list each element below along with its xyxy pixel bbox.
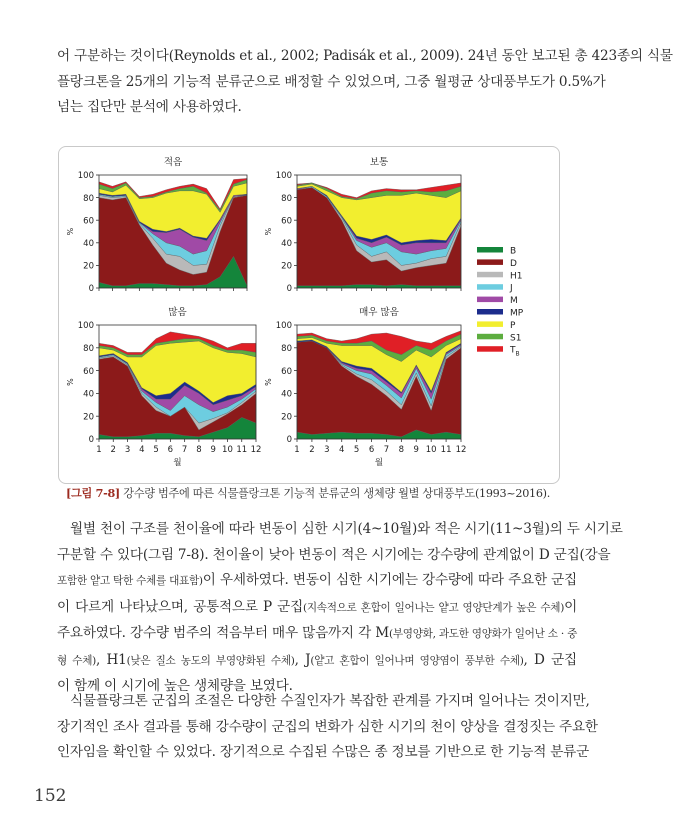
text-run: 주요하였다. 강수량 범주의 적음부터 매우 많음까지 각 M [57,625,389,641]
y-tick-label: 20 [281,261,292,272]
text-run: , H1 [95,651,127,668]
stacked-area-chart [59,147,559,483]
body-paragraph-1 [57,517,623,700]
x-tick-label: 6 [167,445,174,455]
legend-swatch-b [477,247,503,253]
x-tick-label: 9 [413,445,419,455]
text-note: (얕고 혼합이 일어나며 영양염이 풍부한 수체) [310,654,524,667]
x-tick-label: 5 [153,445,159,455]
panel-title: 많음 [168,307,187,318]
y-tick-label: 40 [83,239,94,249]
text-line [57,648,577,675]
x-tick-label: 6 [368,445,375,455]
y-tick-label: 40 [281,389,292,400]
legend-subscript: B [515,350,520,358]
text-run: , D 군집 [523,651,577,668]
text-line: 플랑크톤을 25개의 기능적 분류군으로 배정할 수 있었으며, 그중 월평균 상대풍부도가 0.5%가 [57,73,606,90]
x-tick-label: 1 [294,445,300,455]
legend-label-m: M [510,296,518,307]
x-tick-label: 7 [181,445,188,455]
y-tick-label: 80 [83,344,94,354]
x-tick-label: 10 [425,445,437,455]
figure-caption-text: 강수량 범주에 따른 식물플랑크톤 기능적 분류군의 생체량 월별 상대풍부도(1993~2016). [119,487,550,500]
x-tick-label: 1 [96,445,102,455]
legend-swatch-p [477,321,503,327]
figure-label: [그림 7-8] [66,486,120,500]
y-axis-label: % [66,227,75,236]
x-tick-label: 4 [139,445,145,455]
x-tick-label: 11 [236,445,248,455]
x-tick-label: 4 [339,445,345,455]
text-note: (지속적으로 혼합이 일어나는 얕고 영양단계가 높은 수체) [303,601,565,614]
legend-swatch-s1 [477,334,503,340]
y-tick-label: 0 [286,284,292,295]
y-tick-label: 60 [281,366,292,377]
x-axis-label: 월 [173,458,182,468]
x-tick-label: 8 [398,445,405,455]
legend-swatch-d [477,259,503,265]
x-tick-label: 9 [210,445,216,455]
panel-title: 매우 많음 [359,307,399,318]
y-tick-label: 100 [275,171,292,182]
y-tick-label: 80 [281,193,292,204]
y-axis-label: % [264,227,273,236]
legend-label-j: J [510,283,513,294]
legend-label-p: P [510,320,516,331]
y-tick-label: 100 [77,171,94,182]
legend-swatch-tb [477,346,503,352]
text-line [57,568,577,595]
text-line: 월별 천이 구조를 천이율에 따라 변동이 심한 시기(4~10월)와 적은 시기(11~3월)의 두 시기로 [70,521,623,537]
x-tick-label: 3 [324,445,330,455]
text-line [57,621,577,648]
text-note: (부영양화, 과도한 영양화가 일어난 소 · 중 [389,628,578,640]
y-axis-label: % [264,378,273,386]
text-line [57,595,577,622]
x-tick-label: 12 [455,445,467,455]
legend-swatch-mp [477,309,503,315]
x-axis-label: 월 [374,458,384,468]
legend-label-tb: $T_B$ [510,345,520,358]
x-tick-label: 10 [222,445,233,455]
x-tick-label: 5 [353,445,360,455]
x-tick-label: 2 [309,445,315,455]
legend-swatch-m [477,297,503,303]
text-line: 어 구분하는 것이다(Reynolds et al., 2002; Padisák et al., 2009). 24년 동안 보고된 총 423종의 식물 [57,48,673,64]
y-tick-label: 40 [83,389,94,400]
text-line: 넘는 집단만 분석에 사용하였다. [57,99,242,115]
text-line: 장기적인 조사 결과를 통해 강수량이 군집의 변화가 심한 시기의 천이 양상을 결정짓는 주요한 [57,718,598,735]
panel-title: 보통 [369,157,389,168]
text-run: 이 우세하였다. 변동이 심한 시기에는 강수량에 따라 주요한 군집 [202,572,577,588]
y-tick-label: 0 [88,284,94,295]
figure-caption [58,485,558,501]
legend-label-b: B [510,246,517,257]
x-tick-label: 12 [250,445,262,455]
text-note: (낮은 질소 농도의 부영양화된 수체) [126,654,295,667]
text-line: 인자임을 확인할 수 있었다. 장기적으로 수집된 수많은 종 정보를 기반으로 한 기능적 분류군 [57,744,590,760]
figure-7-8 [58,146,560,484]
body-paragraph-2 [57,689,598,766]
y-tick-label: 100 [275,321,292,332]
text-line: 이 함께 이 시기에 높은 생체량을 보였다. [57,678,293,694]
x-tick-label: 8 [196,445,202,455]
legend-swatch-j [477,284,503,290]
x-tick-label: 11 [440,445,452,455]
y-tick-label: 80 [281,344,292,354]
text-note: 형 수체) [57,654,96,667]
text-run: , J [294,651,311,668]
y-tick-label: 0 [88,435,94,446]
x-tick-label: 3 [124,445,131,455]
y-axis-label: % [66,378,75,386]
legend-label-d: D [510,258,517,269]
y-tick-label: 20 [83,412,94,423]
intro-paragraph [57,44,673,121]
legend-label-s1: S1 [510,333,522,344]
text-line: 구분할 수 있다(그림 7-8). 천이율이 낮아 변동이 적은 시기에는 강수량에 관계없이 D 군집(강을 [57,546,611,563]
legend-label-mp: MP [510,308,524,319]
y-tick-label: 40 [281,239,292,249]
text-note: 포함한 얕고 탁한 수체를 대표함) [57,575,203,587]
legend-label-h1: H1 [510,271,523,282]
y-tick-label: 20 [83,261,94,272]
x-tick-label: 2 [110,445,116,455]
text-run: 이 다르게 나타났으며, 공통적으로 P 군집 [57,598,304,615]
text-line: 식물플랑크톤 군집의 조절은 다양한 수질인자가 복잡한 관계를 가지며 일어나는 것이지만, [70,693,590,709]
y-tick-label: 80 [83,193,94,204]
y-tick-label: 60 [83,366,94,377]
legend-swatch-h1 [477,272,503,278]
panel-title: 적음 [163,157,183,168]
y-tick-label: 100 [77,321,94,332]
y-tick-label: 20 [281,412,292,423]
y-tick-label: 60 [281,216,292,227]
x-tick-label: 7 [383,445,390,455]
page-number: 152 [34,786,67,806]
y-tick-label: 0 [286,435,292,446]
text-run: 이 [564,598,578,615]
y-tick-label: 60 [83,216,94,227]
